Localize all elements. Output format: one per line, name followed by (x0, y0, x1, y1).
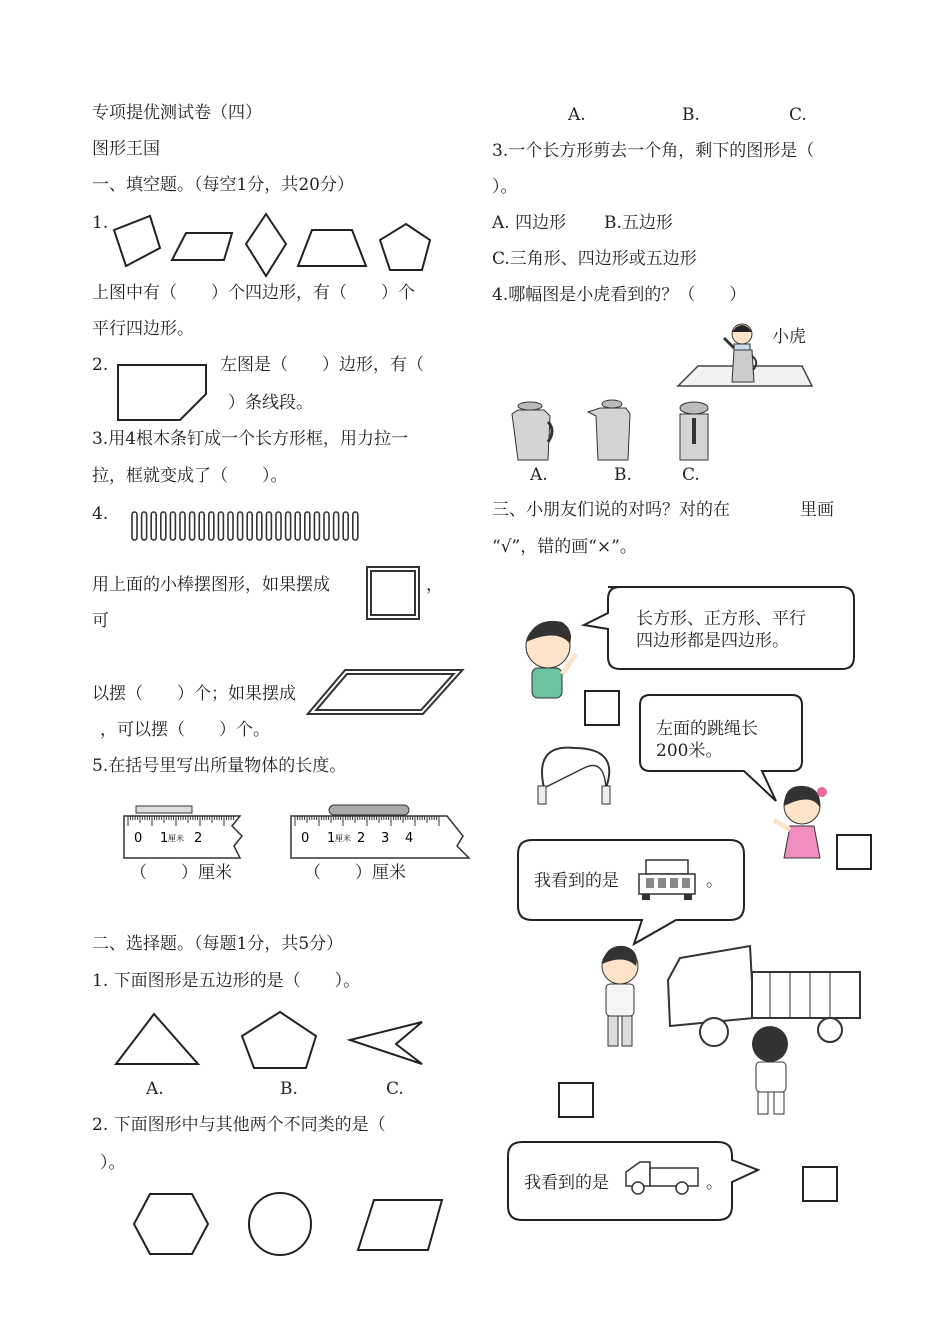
q4-parallelogram-sticks (306, 666, 466, 718)
truck-side-small-icon (622, 1156, 702, 1198)
s2q1-option-c: C. (386, 1079, 404, 1099)
ruler2-tick-2: 2 (357, 831, 366, 846)
s2q1-option-b: B. (280, 1079, 298, 1099)
stick (353, 512, 358, 540)
q4-number: 4. (92, 504, 109, 524)
ruler2-tick-0: 0 (301, 831, 310, 846)
stick (247, 512, 252, 540)
page-subtitle: 图形王国 (92, 139, 160, 159)
s2q1-text: 1. 下面图形是五边形的是（ ）。 (92, 971, 361, 991)
s2q2-shapes (130, 1190, 450, 1260)
ruler-2 (287, 802, 472, 860)
stick (314, 512, 319, 540)
bubble2-line2: 200米。 (656, 741, 723, 761)
q4-line4: ，可以摆（ ）个。 (100, 720, 270, 740)
shape-parallelogram (172, 233, 232, 260)
option-b-pentagon (242, 1012, 316, 1068)
s2q3-option-b: B.五边形 (604, 213, 673, 233)
q4-square-sticks (366, 566, 422, 622)
stick (343, 512, 348, 540)
q1-line1: 上图中有（ ）个四边形，有（ ）个 (92, 283, 415, 303)
s2q3-option-a: A. 四边形 (492, 213, 567, 233)
q2-line2: ）条线段。 (228, 393, 313, 413)
q5-answer-1: （ ）厘米 (130, 863, 232, 883)
s2q1-shapes (112, 1008, 442, 1068)
boy-pointing-icon (518, 614, 582, 706)
boy-front-icon (602, 946, 638, 1046)
s2q1-option-a: A. (146, 1079, 164, 1099)
s2q4-text: 4.哪幅图是小虎看到的？（ ） (492, 285, 747, 305)
ruler1-unit: 厘米 (168, 834, 184, 843)
stick (334, 512, 339, 540)
q4-sticks (128, 508, 368, 544)
q4-line1: 用上面的小棒摆图形，如果摆成 (92, 575, 330, 595)
stick (209, 512, 214, 540)
q2-number: 2. (92, 355, 109, 375)
bubble2-line1: 左面的跳绳长 (656, 719, 758, 739)
girl-back-icon (752, 1026, 788, 1114)
ruler-1 (120, 802, 245, 860)
ruler2-tick-3: 3 (381, 831, 390, 846)
stick (161, 512, 166, 540)
q1-shapes (108, 208, 438, 283)
answer-box-3[interactable] (558, 1082, 594, 1118)
stick (324, 512, 329, 540)
stick (305, 512, 310, 540)
truck-front-view-icon (636, 856, 698, 902)
girl-waving-icon (770, 780, 830, 868)
section3-line1: 三、小朋友们说的对吗？对的在 (492, 500, 730, 520)
q1-number: 1. (92, 213, 109, 233)
option-a-triangle (116, 1014, 198, 1064)
s2q3-line2: ）。 (492, 177, 518, 197)
shape-pentagon (380, 224, 430, 270)
s2q2-line1: 2. 下面图形中与其他两个不同类的是（ (92, 1115, 386, 1135)
s2q2-option-a: A. (568, 105, 586, 125)
q2-hexagon-shape (112, 360, 212, 426)
s2q2-option-b: B. (682, 105, 700, 125)
answer-box-1[interactable] (584, 690, 620, 726)
section3-line2: “√”，错的画“×”。 (492, 537, 637, 557)
answer-box-4[interactable] (802, 1166, 838, 1202)
ruler1-tick-1: 1 (160, 831, 169, 846)
bubble4-end: 。 (706, 1173, 723, 1193)
eraser (329, 805, 409, 815)
stick (266, 512, 271, 540)
q4-line2: 可 (92, 611, 109, 631)
jump-rope-icon (524, 738, 636, 810)
stick (199, 512, 204, 540)
option-c-parallelogram (358, 1200, 442, 1250)
ruler1-tick-2: 2 (194, 831, 203, 846)
s2q3-line1: 3.一个长方形剪去一个角，剩下的图形是（ (492, 141, 815, 161)
page-title: 专项提优测试卷（四） (92, 103, 262, 123)
ruler1-tick-0: 0 (134, 831, 143, 846)
ruler2-unit: 厘米 (335, 834, 351, 843)
s2q4-option-a: A. (530, 465, 548, 485)
stick (132, 512, 137, 540)
stick (295, 512, 300, 540)
bubble1-line2: 四边形都是四边形。 (636, 631, 789, 651)
truck-scene-illustration (584, 936, 874, 1120)
stick (142, 512, 147, 540)
kettle-c-icon (680, 402, 708, 460)
shape-rhombus (246, 214, 286, 276)
stick (238, 512, 243, 540)
kettle-a-icon (512, 402, 552, 460)
stick (190, 512, 195, 540)
option-a-hexagon (134, 1194, 208, 1254)
stick (257, 512, 262, 540)
pencil-lead (136, 806, 192, 813)
stick (180, 512, 185, 540)
q1-line2: 平行四边形。 (92, 319, 194, 339)
q2-line1: 左图是（ ）边形，有（ (220, 355, 424, 375)
s2q4-option-c: C. (682, 465, 700, 485)
section2-heading: 二、选择题。（每题1分，共5分） (92, 934, 344, 954)
ruler2-tick-1: 1 (327, 831, 336, 846)
bubble1-line1: 长方形、正方形、平行 (636, 609, 806, 629)
q5-answer-2: （ ）厘米 (304, 863, 406, 883)
s2q2-line2: ）。 (100, 1153, 126, 1173)
shape-quadrilateral (114, 216, 160, 266)
section3-line1-end: 里画 (800, 500, 834, 520)
bubble3-end: 。 (706, 871, 723, 891)
q5-line: 5.在括号里写出所量物体的长度。 (92, 756, 347, 776)
stick (151, 512, 156, 540)
q4-line1-end: ， (426, 575, 443, 595)
bubble3-text: 我看到的是 (534, 871, 619, 891)
option-c-arrow (350, 1022, 422, 1064)
kettle-views (504, 394, 724, 466)
s2q2-option-c: C. (789, 105, 807, 125)
speech-bubble-3 (516, 838, 748, 948)
stick (218, 512, 223, 540)
shape-trapezoid (298, 230, 366, 266)
q3-line2: 拉，框就变成了（ ）。 (92, 466, 288, 486)
s2q3-option-c: C.三角形、四边形或五边形 (492, 249, 697, 269)
ruler2-tick-4: 4 (405, 831, 414, 846)
kettle-b-icon (588, 400, 630, 460)
q3-line1: 3.用4根木条钉成一个长方形框，用力拉一 (92, 429, 409, 449)
xiaohu-label: 小虎 (772, 327, 806, 347)
kettle-icon (732, 350, 756, 382)
q4-line3: 以摆（ ）个；如果摆成 (92, 684, 296, 704)
stick (276, 512, 281, 540)
section1-heading: 一、填空题。（每空1分，共20分） (92, 175, 354, 195)
stick (228, 512, 233, 540)
answer-box-2[interactable] (836, 834, 872, 870)
stick (170, 512, 175, 540)
bubble4-text: 我看到的是 (524, 1173, 609, 1193)
s2q4-option-b: B. (614, 465, 632, 485)
option-b-circle (249, 1193, 311, 1255)
stick (286, 512, 291, 540)
